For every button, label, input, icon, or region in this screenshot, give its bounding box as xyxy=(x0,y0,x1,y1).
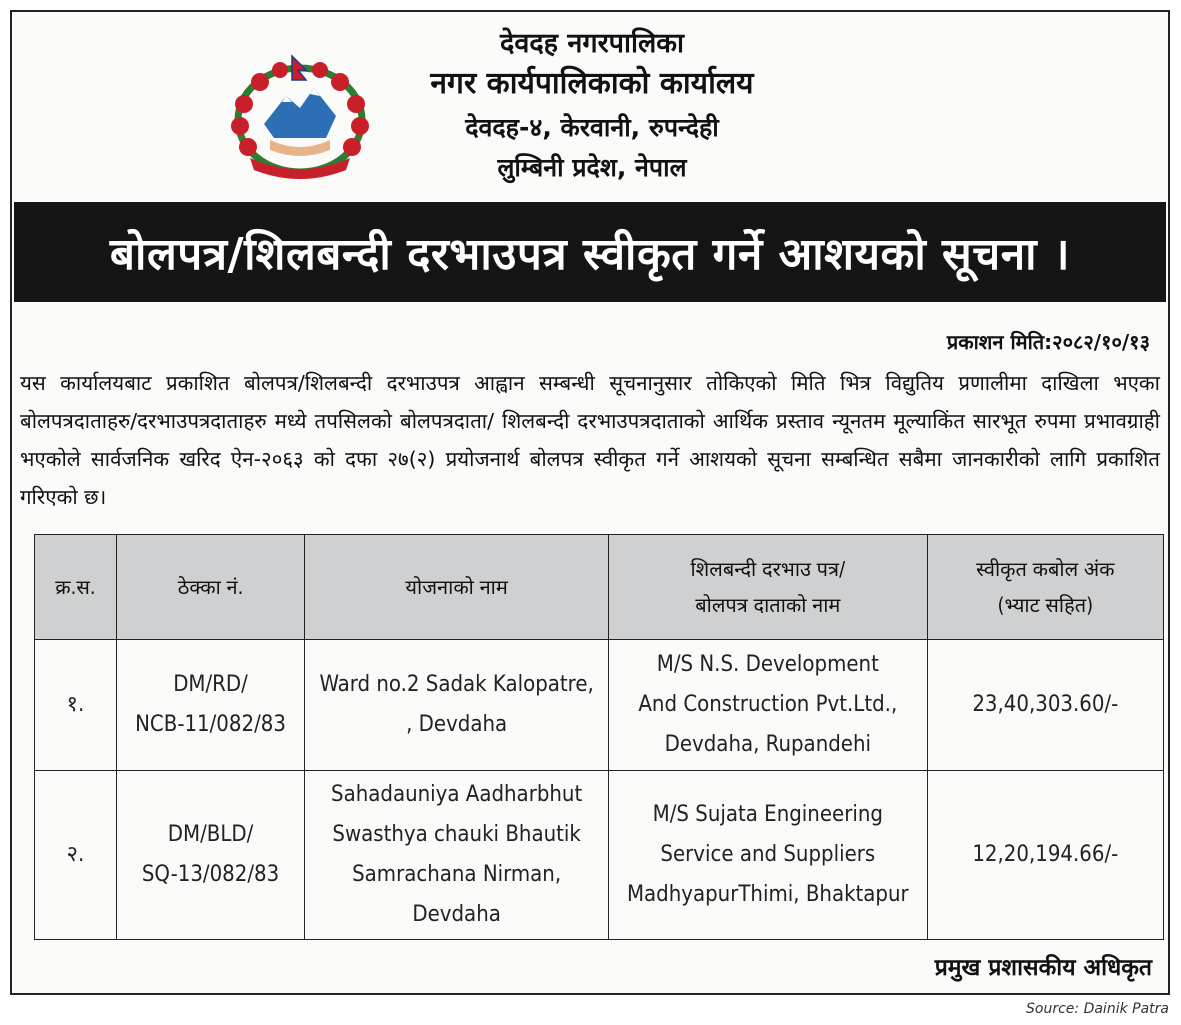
notice xyxy=(10,10,1170,995)
bidder-line: MadhyapurThimi, Bhaktapur xyxy=(626,882,909,907)
table-row xyxy=(35,771,1164,940)
office-name: नगर कार्यपालिकाको कार्यालय xyxy=(430,66,754,101)
bidder-line: Devdaha, Rupandehi xyxy=(664,732,872,757)
cell-bidder-name xyxy=(609,771,928,940)
header-bidder-line: बोलपत्र दाताको नाम xyxy=(695,593,841,617)
contract-line: DM/BLD/ xyxy=(167,822,254,847)
project-line: Samrachana Nirman, xyxy=(352,862,562,887)
bidder-line: M/S N.S. Development xyxy=(656,652,879,677)
cell-sn: १. xyxy=(35,640,117,771)
header-amount-line: (भ्याट सहित) xyxy=(997,593,1094,617)
header-amount-line: स्वीकृत कबोल अंक xyxy=(976,557,1115,581)
notice-header xyxy=(12,12,1168,204)
contract-line: DM/RD/ xyxy=(173,672,248,697)
bidder-line: Service and Suppliers xyxy=(660,842,876,867)
table-header-row xyxy=(35,535,1164,640)
header-contract-no: ठेक्का नं. xyxy=(116,535,304,640)
header-bidder-line: शिलबन्दी दरभाउ पत्र/ xyxy=(690,557,846,581)
project-line: Swasthya chauki Bhautik xyxy=(332,822,581,847)
notice-body: यस कार्यालयबाट प्रकाशित बोलपत्र/शिलबन्दी दरभाउपत्र आह्वान सम्बन्धी सूचनानुसार तोकिएको मिति भित्र विद्युतिय प्रणालीमा दाखिला भएका बोलपत्रदाताहरु/दरभाउपत्रदाताहरु मध्ये तपसिलको बोलपत्रदाता/ शिलबन्दी दरभाउपत्रदाताको आर्थिक प्रस्ताव न्यूनतम मूल्याकिंत सारभूत रुपमा प्रभावग्राही भएकोले सार्वजनिक खरिद ऐन-२०६३ को दफा २७(२) प्रयोजनार्थ बोलपत्र स्वीकृत गर्ने आशयको सूचना सम्बन्धित सबैमा जानकारीको लागि प्रकाशित गरिएको छ। xyxy=(20,371,1160,509)
project-line: Sahadauniya Aadharbhut xyxy=(331,782,583,807)
cell-amount: 12,20,194.66/- xyxy=(927,771,1163,940)
header-amount xyxy=(927,535,1163,640)
project-line: Devdaha xyxy=(412,902,501,927)
header-bidder-name xyxy=(609,535,928,640)
project-line: , Devdaha xyxy=(406,712,508,737)
header-project-name: योजनाको नाम xyxy=(305,535,609,640)
bidder-line: And Construction Pvt.Ltd., xyxy=(638,692,898,717)
award-table xyxy=(34,534,1164,940)
contract-line: SQ-13/082/83 xyxy=(141,862,280,887)
cell-contract-no xyxy=(116,771,304,940)
source-credit: Source: Dainik Patra xyxy=(1026,1001,1169,1017)
cell-project-name xyxy=(305,640,609,771)
cell-sn: २. xyxy=(35,771,117,940)
cell-project-name xyxy=(305,771,609,940)
project-line: Ward no.2 Sadak Kalopatre, xyxy=(319,672,594,697)
bidder-line: M/S Sujata Engineering xyxy=(652,802,883,827)
table-row xyxy=(35,640,1164,771)
cell-amount: 23,40,303.60/- xyxy=(927,640,1163,771)
municipality-name: देवदह नगरपालिका xyxy=(499,28,684,59)
cell-bidder-name xyxy=(609,640,928,771)
notice-title: बोलपत्र/शिलबन्दी दरभाउपत्र स्वीकृत गर्ने आशयको सूचना । xyxy=(14,202,1166,302)
contract-line: NCB-11/082/83 xyxy=(135,712,286,737)
office-address: देवदह-४, केरवानी, रुपन्देही xyxy=(465,113,719,142)
cell-contract-no xyxy=(116,640,304,771)
header-sn: क्र.स. xyxy=(35,535,117,640)
government-emblem-icon xyxy=(230,54,370,180)
signatory-title: प्रमुख प्रशासकीय अधिकृत xyxy=(934,955,1152,981)
publication-date: प्रकाशन मिति:२०८२/१०/१३ xyxy=(946,330,1150,354)
office-province: लुम्बिनी प्रदेश, नेपाल xyxy=(497,153,687,182)
office-heading xyxy=(372,24,812,180)
